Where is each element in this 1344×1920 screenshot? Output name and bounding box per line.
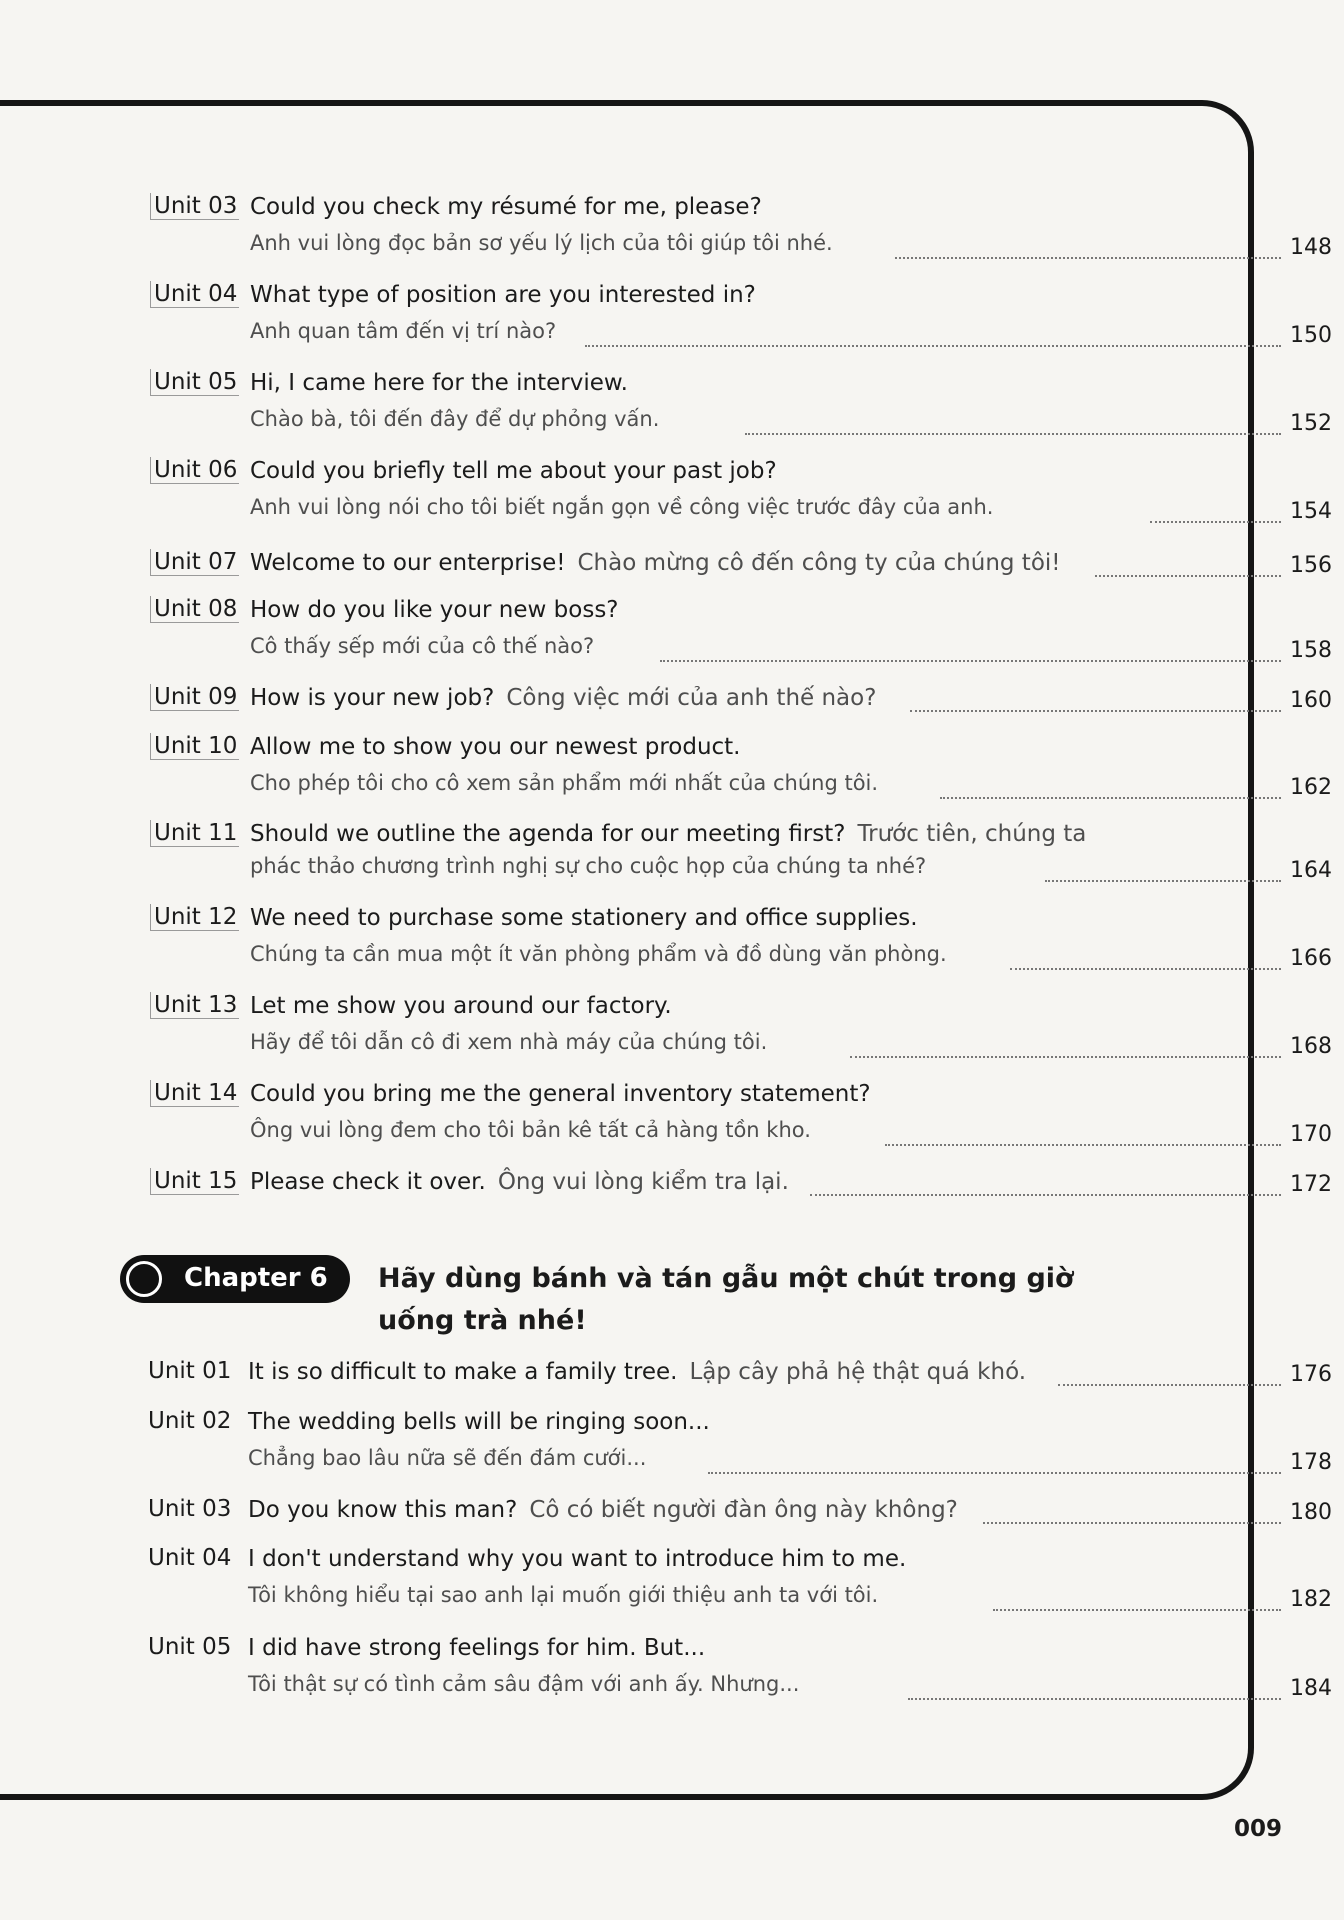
vietnamese-title: Cho phép tôi cho cô xem sản phẩm mới nhất của chúng tôi. <box>250 771 879 795</box>
english-title: Could you check my résumé for me, please? <box>250 194 762 220</box>
english-title: I did have strong feelings for him. But... <box>248 1635 706 1661</box>
page-ref: 148 <box>1290 235 1332 260</box>
page-ref: 158 <box>1290 638 1332 663</box>
english-title: Let me show you around our factory. <box>250 993 672 1019</box>
vietnamese-title: Chẳng bao lâu nữa sẽ đến đám cưới... <box>248 1446 647 1470</box>
vietnamese-title-continued: phác thảo chương trình nghị sự cho cuộc họp của chúng ta nhé? <box>250 854 927 878</box>
dot-leader <box>908 1696 1281 1700</box>
unit-label: Unit 06 <box>150 457 239 484</box>
page-ref: 184 <box>1290 1676 1332 1701</box>
dot-leader <box>1058 1382 1281 1386</box>
unit-label: Unit 11 <box>150 820 239 847</box>
dot-leader <box>810 1192 1281 1196</box>
page-ref: 154 <box>1290 499 1332 524</box>
english-title: What type of position are you interested in? <box>250 282 756 308</box>
unit-label: Unit 10 <box>150 733 239 760</box>
vietnamese-title: Tôi thật sự có tình cảm sâu đậm với anh ấy. Nhưng... <box>248 1672 800 1696</box>
dot-leader <box>1095 573 1281 577</box>
unit-label: Unit 01 <box>148 1358 232 1384</box>
dot-leader <box>708 1470 1281 1474</box>
english-title <box>250 1169 789 1195</box>
page-ref: 182 <box>1290 1587 1332 1612</box>
vietnamese-title: Cô thấy sếp mới của cô thế nào? <box>250 634 595 658</box>
unit-label: Unit 08 <box>150 596 239 623</box>
dot-leader <box>660 658 1281 662</box>
unit-label: Unit 14 <box>150 1080 239 1107</box>
page-ref: 172 <box>1290 1172 1332 1197</box>
chapter-label: Chapter 6 <box>184 1263 328 1293</box>
english-title <box>250 821 1086 847</box>
vietnamese-title: Anh quan tâm đến vị trí nào? <box>250 319 557 343</box>
unit-label: Unit 02 <box>148 1408 232 1434</box>
chapter-title: Hãy dùng bánh và tán gẫu một chút trong giờ uống trà nhé! <box>378 1263 1074 1336</box>
dot-leader <box>745 431 1281 435</box>
dot-leader <box>1045 878 1281 882</box>
unit-label: Unit 05 <box>148 1634 232 1660</box>
dot-leader <box>940 795 1281 799</box>
bullet-circle-icon <box>126 1261 162 1297</box>
english-title <box>250 550 1061 576</box>
unit-label: Unit 04 <box>150 281 239 308</box>
unit-label: Unit 13 <box>150 992 239 1019</box>
page-ref: 168 <box>1290 1034 1332 1059</box>
vietnamese-title: Hãy để tôi dẫn cô đi xem nhà máy của chúng tôi. <box>250 1030 768 1054</box>
page-ref: 170 <box>1290 1122 1332 1147</box>
english-title: Could you bring me the general inventory statement? <box>250 1081 871 1107</box>
page-number: 009 <box>1234 1816 1283 1842</box>
english-title: Could you briefly tell me about your past job? <box>250 458 777 484</box>
dot-leader <box>895 255 1281 259</box>
english-title: We need to purchase some stationery and office supplies. <box>250 905 918 931</box>
english-text: Please check it over. <box>250 1169 486 1195</box>
dot-leader <box>983 1520 1281 1524</box>
unit-label: Unit 05 <box>150 369 239 396</box>
dot-leader <box>585 343 1281 347</box>
page-ref: 176 <box>1290 1362 1332 1387</box>
english-title <box>248 1359 1026 1385</box>
english-text: Should we outline the agenda for our meeting first? <box>250 821 846 847</box>
unit-label: Unit 07 <box>150 549 239 576</box>
english-text: It is so difficult to make a family tree. <box>248 1359 678 1385</box>
unit-label: Unit 03 <box>148 1496 232 1522</box>
dot-leader <box>1010 966 1281 970</box>
page-ref: 166 <box>1290 946 1332 971</box>
dot-leader <box>910 708 1281 712</box>
vietnamese-title: Lập cây phả hệ thật quá khó. <box>689 1359 1027 1385</box>
english-title: Allow me to show you our newest product. <box>250 734 741 760</box>
page-ref: 160 <box>1290 688 1332 713</box>
unit-label: Unit 03 <box>150 193 239 220</box>
english-text: Do you know this man? <box>248 1497 518 1523</box>
vietnamese-title: Ông vui lòng kiểm tra lại. <box>497 1169 789 1195</box>
page-ref: 178 <box>1290 1450 1332 1475</box>
english-title: The wedding bells will be ringing soon... <box>248 1409 710 1435</box>
page-ref: 180 <box>1290 1500 1332 1525</box>
english-text: Welcome to our enterprise! <box>250 550 566 576</box>
unit-label: Unit 15 <box>150 1168 239 1195</box>
english-title: I don't understand why you want to introduce him to me. <box>248 1546 907 1572</box>
chapter-badge <box>120 1255 350 1303</box>
unit-label: Unit 04 <box>148 1545 232 1571</box>
page-ref: 162 <box>1290 775 1332 800</box>
vietnamese-title: Công việc mới của anh thế nào? <box>506 685 877 711</box>
vietnamese-title: Ông vui lòng đem cho tôi bản kê tất cả hàng tồn kho. <box>250 1118 811 1142</box>
page-ref: 150 <box>1290 323 1332 348</box>
vietnamese-title: Chào mừng cô đến công ty của chúng tôi! <box>577 550 1061 576</box>
vietnamese-title: Cô có biết người đàn ông này không? <box>529 1497 958 1523</box>
english-title: How do you like your new boss? <box>250 597 619 623</box>
unit-label: Unit 12 <box>150 904 239 931</box>
english-title <box>250 685 876 711</box>
vietnamese-title: Chào bà, tôi đến đây để dự phỏng vấn. <box>250 407 660 431</box>
vietnamese-title: Anh vui lòng nói cho tôi biết ngắn gọn về công việc trước đây của anh. <box>250 495 994 519</box>
vietnamese-title: Tôi không hiểu tại sao anh lại muốn giới thiệu anh ta với tôi. <box>248 1583 879 1607</box>
unit-label: Unit 09 <box>150 684 239 711</box>
dot-leader <box>885 1142 1281 1146</box>
dot-leader <box>850 1054 1281 1058</box>
vietnamese-title: Chúng ta cần mua một ít văn phòng phẩm và đồ dùng văn phòng. <box>250 942 947 966</box>
english-title: Hi, I came here for the interview. <box>250 370 628 396</box>
english-text: How is your new job? <box>250 685 495 711</box>
page-ref: 156 <box>1290 553 1332 578</box>
vietnamese-title: Anh vui lòng đọc bản sơ yếu lý lịch của tôi giúp tôi nhé. <box>250 231 833 255</box>
dot-leader <box>1150 519 1281 523</box>
vietnamese-title: Trước tiên, chúng ta <box>857 821 1087 847</box>
page-ref: 152 <box>1290 411 1332 436</box>
english-title <box>248 1497 958 1523</box>
page-ref: 164 <box>1290 858 1332 883</box>
dot-leader <box>993 1607 1281 1611</box>
